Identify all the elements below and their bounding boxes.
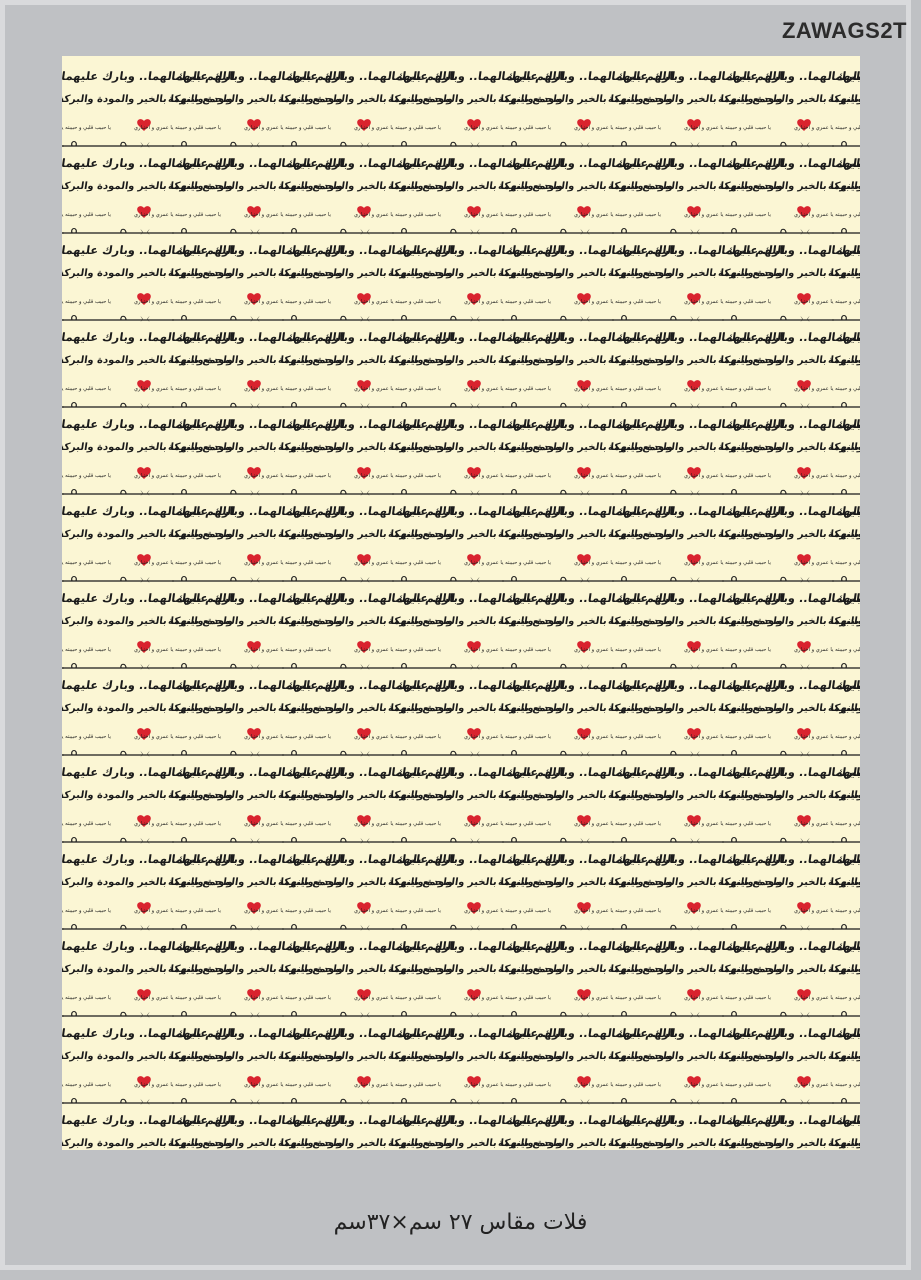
size-caption: فلات مقاس ٢٧ سم×٣٧سم (333, 1210, 588, 1235)
brand-watermark: ZAWAGS2T (781, 18, 907, 43)
pattern-sheet (62, 56, 860, 1150)
calligraphy-pattern (62, 56, 860, 1150)
